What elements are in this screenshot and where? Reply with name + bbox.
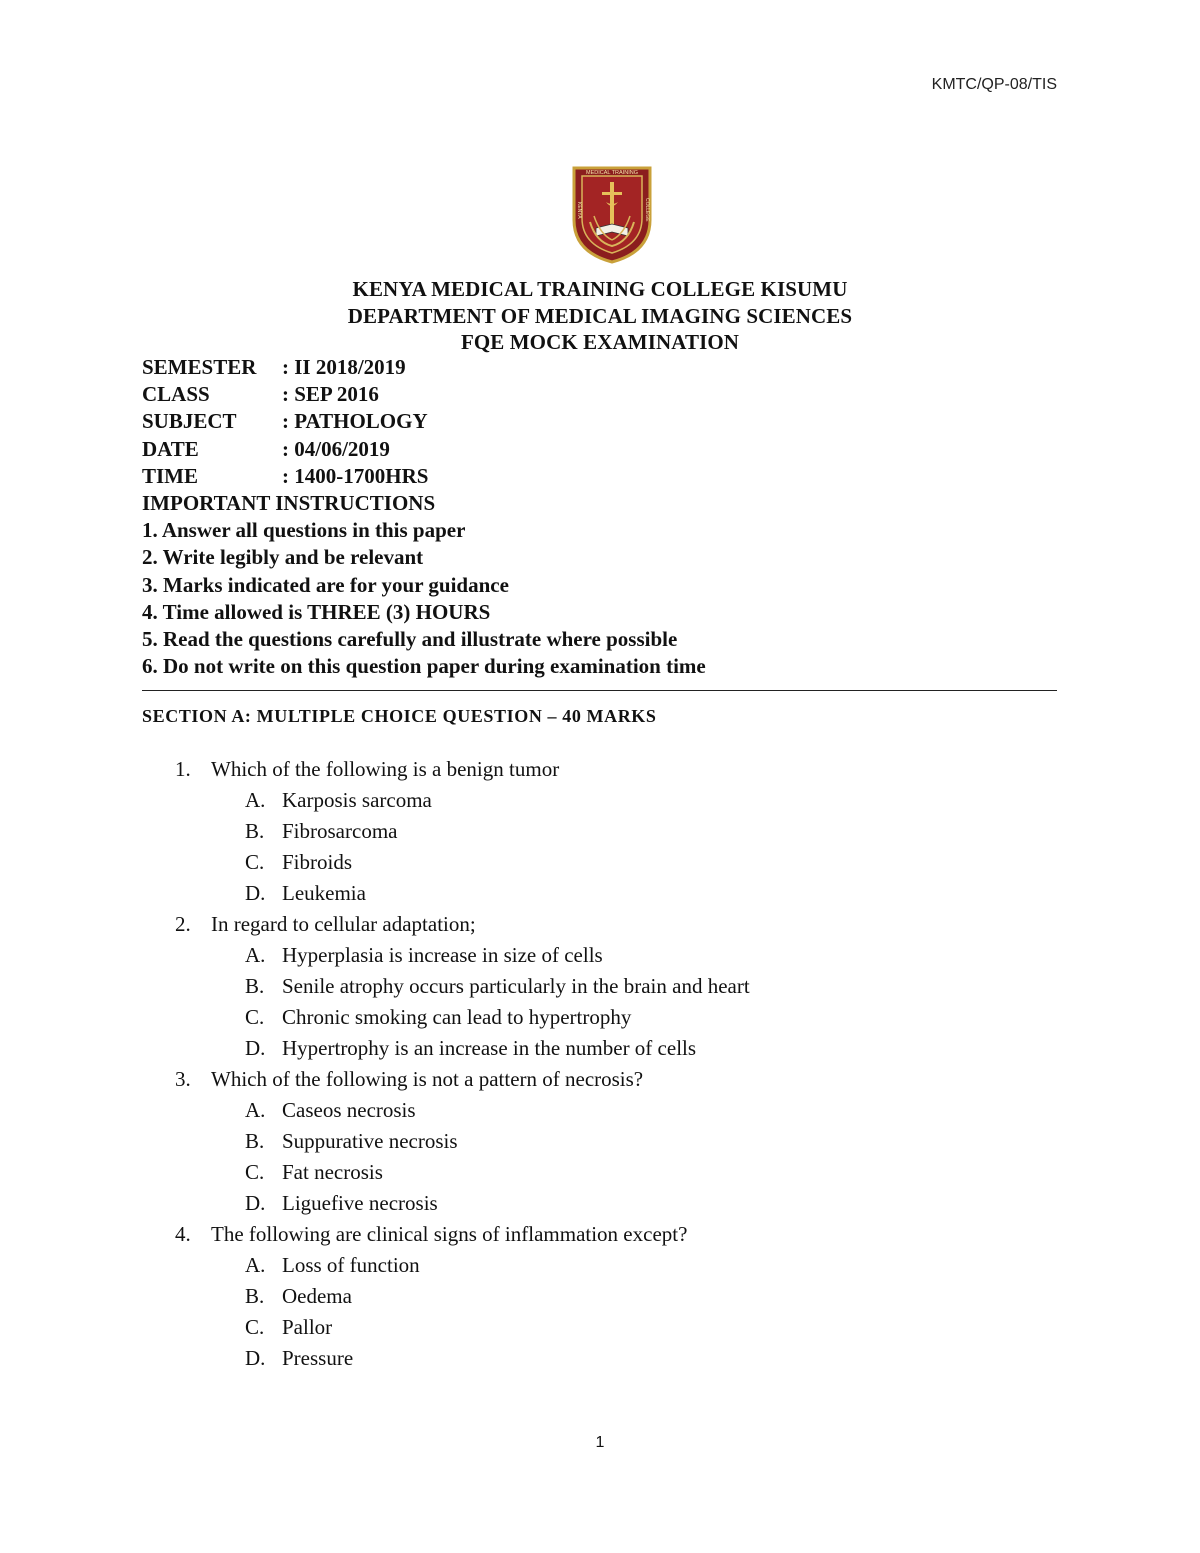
option-text: Caseos necrosis: [282, 1098, 416, 1122]
document-reference-code: KMTC/QP-08/TIS: [931, 76, 1057, 93]
option-letter: D.: [245, 1346, 266, 1370]
option-text: Karposis sarcoma: [282, 788, 432, 812]
question-number: 2.: [175, 912, 191, 936]
detail-label: DATE: [142, 436, 199, 461]
instruction-item: 6. Do not write on this question paper during examination time: [142, 654, 706, 679]
question-text: Which of the following is a benign tumor: [211, 757, 560, 781]
option-text: Fibroids: [282, 850, 353, 874]
instructions-block: [142, 490, 706, 680]
option-text: Fat necrosis: [282, 1160, 383, 1184]
detail-value: : SEP 2016: [282, 382, 379, 407]
instructions-heading: IMPORTANT INSTRUCTIONS: [142, 491, 436, 515]
option-letter: C.: [245, 1160, 265, 1184]
option-letter: A.: [245, 1253, 266, 1277]
option-letter: D.: [245, 881, 266, 905]
detail-value: : II 2018/2019: [282, 355, 406, 379]
detail-class: [142, 381, 428, 408]
department-name: DEPARTMENT OF MEDICAL IMAGING SCIENCES: [347, 303, 853, 328]
question-text: The following are clinical signs of inflammation except?: [211, 1222, 688, 1246]
question-number: 3.: [175, 1067, 191, 1091]
divider: [142, 690, 1057, 691]
option-letter: A.: [245, 943, 266, 967]
logo-text-left: KENYA: [576, 202, 582, 219]
option-letter: A.: [245, 788, 266, 812]
detail-value: : 1400-1700HRS: [282, 463, 429, 488]
option-text: Fibrosarcoma: [282, 819, 398, 843]
option-letter: C.: [245, 1005, 265, 1029]
option-text: Hyperplasia is increase in size of cells: [282, 943, 603, 967]
option-letter: B.: [245, 974, 265, 998]
question-number: 4.: [175, 1222, 191, 1246]
detail-value: : 04/06/2019: [282, 436, 390, 461]
option-text: Senile atrophy occurs particularly in the brain and heart: [282, 974, 750, 998]
option-letter: C.: [245, 850, 265, 874]
option-letter: B.: [245, 1284, 265, 1308]
option-text: Pressure: [282, 1346, 354, 1370]
detail-time: [142, 463, 428, 490]
instruction-item: 2. Write legibly and be relevant: [142, 545, 424, 570]
option-text: Pallor: [282, 1315, 333, 1339]
detail-value: : PATHOLOGY: [282, 409, 428, 434]
exam-details: [142, 354, 428, 490]
option-letter: A.: [245, 1098, 266, 1122]
question-number: 1.: [175, 757, 191, 781]
question-text: In regard to cellular adaptation;: [211, 912, 476, 936]
college-crest-logo: [566, 162, 658, 266]
option-letter: B.: [245, 1129, 265, 1153]
logo-text-top: MEDICAL TRAINING: [586, 170, 638, 176]
instruction-item: 4. Time allowed is THREE (3) HOURS: [142, 599, 491, 624]
instruction-item: 1. Answer all questions in this paper: [142, 518, 466, 543]
detail-date: [142, 436, 428, 463]
detail-label: SUBJECT: [142, 409, 237, 434]
option-text: Loss of function: [282, 1253, 420, 1277]
detail-subject: [142, 408, 428, 435]
instruction-item: 5. Read the questions carefully and illustrate where possible: [142, 627, 678, 652]
option-text: Liguefive necrosis: [282, 1191, 438, 1215]
option-letter: C.: [245, 1315, 265, 1339]
detail-label: TIME: [142, 463, 199, 488]
option-text: Leukemia: [282, 881, 366, 905]
option-letter: B.: [245, 819, 265, 843]
page-number: 1: [595, 1434, 605, 1451]
detail-label: CLASS: [142, 382, 210, 407]
instruction-item: 3. Marks indicated are for your guidance: [142, 572, 509, 597]
question-text: Which of the following is not a pattern of necrosis?: [211, 1067, 644, 1091]
logo-text-right: COLLEGE: [644, 198, 650, 222]
option-text: Suppurative necrosis: [282, 1129, 458, 1153]
option-text: Oedema: [282, 1284, 352, 1308]
option-text: Hypertrophy is an increase in the number of cells: [282, 1036, 697, 1060]
college-name: KENYA MEDICAL TRAINING COLLEGE KISUMU: [352, 277, 848, 301]
option-letter: D.: [245, 1191, 266, 1215]
option-letter: D.: [245, 1036, 266, 1060]
section-a-title: SECTION A: MULTIPLE CHOICE QUESTION – 40 MARKS: [142, 706, 657, 726]
option-text: Chronic smoking can lead to hypertrophy: [282, 1005, 632, 1029]
exam-title: FQE MOCK EXAMINATION: [460, 330, 740, 354]
detail-label: SEMESTER: [142, 355, 257, 379]
detail-semester: [142, 354, 428, 381]
exam-header: [0, 276, 1200, 356]
